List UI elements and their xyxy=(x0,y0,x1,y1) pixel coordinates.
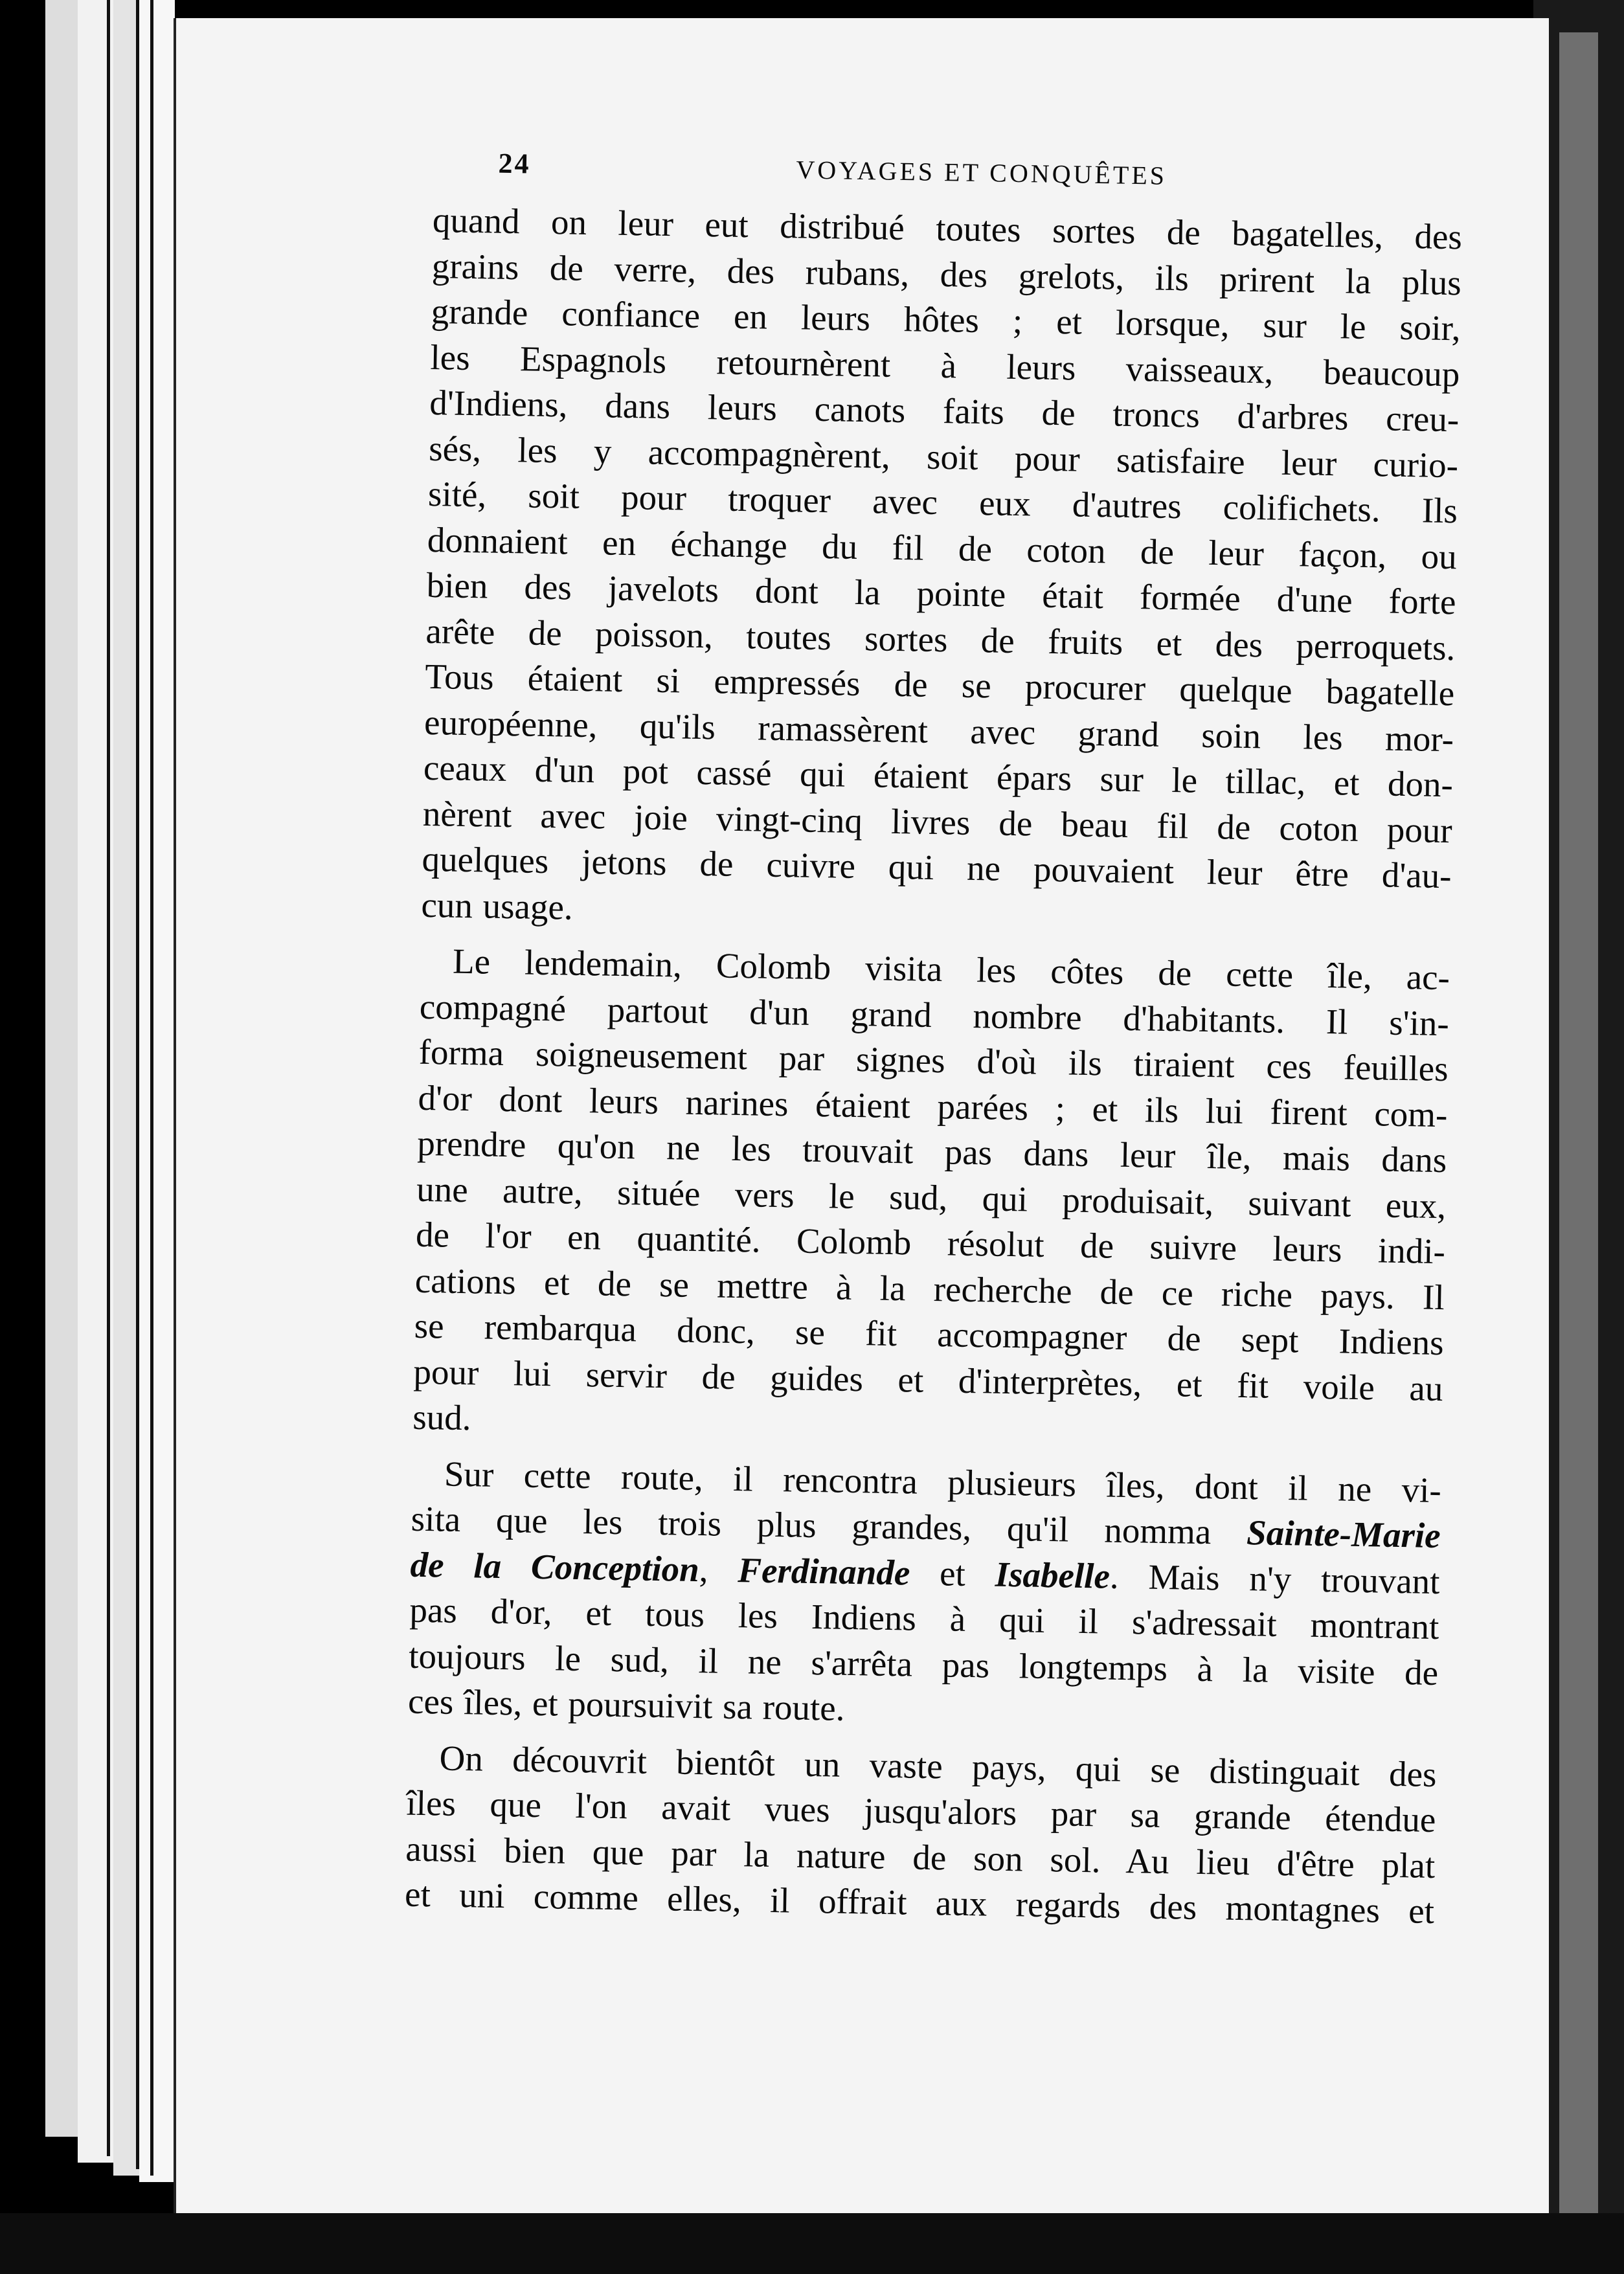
text-line: prendre qu'on ne les trouvait pas dans leur île, mais dans xyxy=(416,1123,1447,1180)
page-edge xyxy=(139,0,175,2182)
text-line: arête de poisson, toutes sortes de fruits et des perroquets. xyxy=(425,611,1456,668)
text-line: cun usage. xyxy=(421,884,574,927)
text-line: bien des javelots dont la pointe était formée d'une forte xyxy=(426,565,1457,622)
text-line: cations et de se mettre à la recherche de ce riche pays. Il xyxy=(414,1260,1445,1317)
paragraph xyxy=(412,938,1450,1458)
paragraph xyxy=(408,1450,1442,1741)
text-line: îles que l'on avait vues jusqu'alors par sa grande étendue xyxy=(406,1783,1436,1840)
text-line: grains de verre, des rubans, des grelots, ils prirent la plus xyxy=(431,245,1462,302)
text-line: pas d'or, et tous les Indiens à qui il s'adressait montrant xyxy=(409,1590,1439,1647)
text-line: ces îles, et poursuivit sa route. xyxy=(407,1681,846,1728)
text-line: une autre, située vers le sud, qui produisait, suivant eux, xyxy=(416,1169,1447,1226)
binding-edge xyxy=(1559,32,1598,2221)
text-line: quand on leur eut distribué toutes sortes de bagatelles, des xyxy=(432,199,1463,257)
text-line: ceaux d'un pot cassé qui étaient épars sur le tillac, et don- xyxy=(423,747,1454,805)
text-line: sés, les y accompagnèrent, soit pour satisfaire leur curio- xyxy=(428,428,1459,485)
text-line: et uni comme elles, il offrait aux regards des montagnes et xyxy=(404,1874,1435,1931)
text-line: européenne, qu'ils ramassèrent avec grand soin les mor- xyxy=(423,702,1454,759)
paragraph xyxy=(405,1735,1437,1934)
text-line: quelques jetons de cuivre qui ne pouvaient leur être d'au- xyxy=(422,839,1452,896)
text-line: forma soigneusement par signes d'où ils tiraient ces feuilles xyxy=(418,1031,1449,1089)
text-line: d'or dont leurs narines étaient parées ; et ils lui firent com- xyxy=(418,1077,1448,1134)
text-line: toujours le sud, il ne s'arrêta pas longtemps à la visite de xyxy=(408,1636,1439,1693)
text-line: les Espagnols retournèrent à leurs vaisseaux, beaucoup xyxy=(430,337,1460,394)
text-line: sita que les trois plus grandes, qu'il nomma Sainte-Marie xyxy=(411,1498,1441,1556)
italic-place-name: Ferdinande xyxy=(737,1549,910,1592)
page-edge-line xyxy=(136,0,139,2169)
text-line: Sur cette route, il rencontra plusieurs îles, dont il ne vi- xyxy=(444,1454,1442,1510)
text-line: donnaient en échange du fil de coton de leur façon, ou xyxy=(427,519,1458,576)
text-line: de la Conception, Ferdinande et Isabelle. Mais n'y trouvant xyxy=(410,1544,1440,1601)
text-line: pour lui servir de guides et d'interprètes, et fit voile au xyxy=(413,1351,1443,1408)
page-number: 24 xyxy=(498,147,531,180)
page-edge-line xyxy=(107,0,110,2156)
bottom-shadow xyxy=(0,2213,1624,2274)
text-line: nèrent avec joie vingt-cinq livres de beau fil de coton pour xyxy=(422,793,1453,850)
italic-place-name: de la Conception xyxy=(410,1544,700,1589)
text-line: de l'or en quantité. Colomb résolut de suivre leurs indi- xyxy=(415,1214,1446,1272)
text-line: compagné partout d'un grand nombre d'habitants. Il s'in- xyxy=(419,986,1450,1043)
text-line: Tous étaient si empressés de se procurer quelque bagatelle xyxy=(424,656,1455,714)
paragraph xyxy=(421,197,1462,945)
text-block xyxy=(405,146,1463,1934)
italic-place-name: Sainte-Marie xyxy=(1246,1513,1441,1556)
italic-place-name: Isabelle xyxy=(995,1554,1111,1596)
text-line: sud. xyxy=(412,1397,472,1438)
text-line: Le lendemain, Colomb visita les côtes de cette île, ac- xyxy=(452,941,1450,998)
running-title: VOYAGES ET CONQUÊTES xyxy=(796,155,1167,190)
text-line: se rembarqua donc, se fit accompagner de sept Indiens xyxy=(414,1305,1445,1363)
text-line: sité, soit pour troquer avec eux d'autres colifichets. Ils xyxy=(427,473,1458,531)
text-line: On découvrit bientôt un vaste pays, qui se distinguait des xyxy=(439,1737,1438,1794)
text-line: grande confiance en leurs hôtes ; et lorsque, sur le soir, xyxy=(431,291,1461,348)
text-line: d'Indiens, dans leurs canots faits de troncs d'arbres creu- xyxy=(429,382,1460,440)
text-line: aussi bien que par la nature de son sol. Au lieu d'être plat xyxy=(405,1829,1436,1886)
page-edge-line xyxy=(150,0,153,2176)
